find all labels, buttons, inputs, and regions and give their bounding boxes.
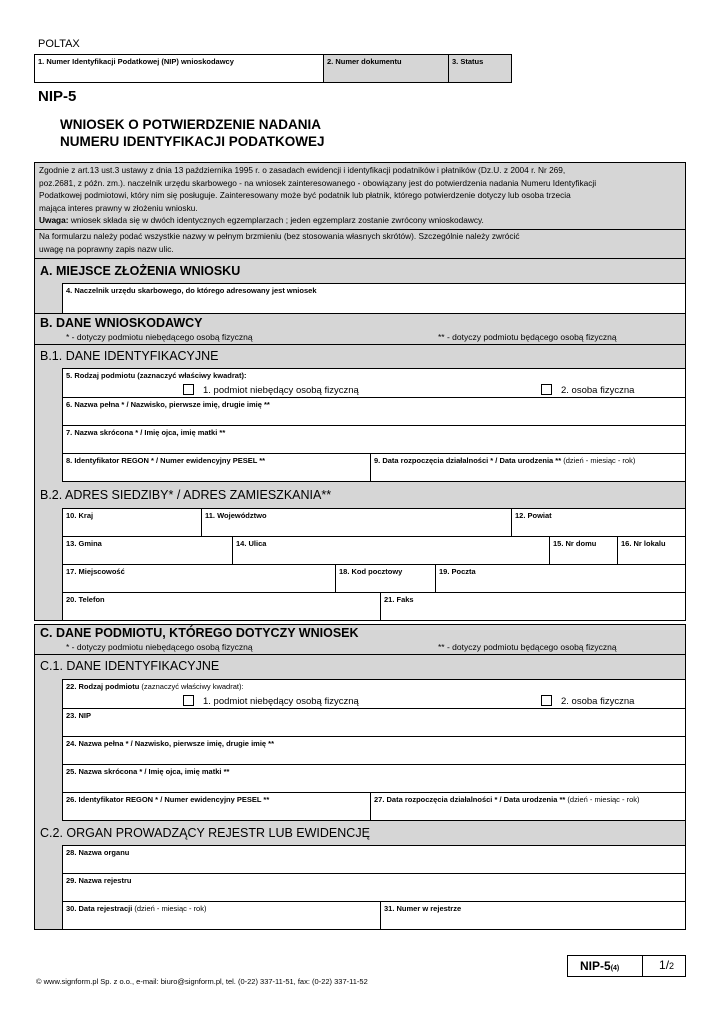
divider (34, 344, 686, 345)
field-label: 6. Nazwa pełna * / Nazwisko, pierwsze imię, drugie imię ** (66, 400, 270, 409)
option-person-label: 2. osoba fizyczna (561, 696, 635, 707)
subject-start-date-field[interactable] (370, 792, 686, 821)
subject-regon-pesel-field[interactable] (62, 792, 371, 821)
field-label: 14. Ulica (236, 539, 267, 548)
section-a-title: A. MIEJSCE ZŁOŻENIA WNIOSKU (40, 264, 241, 278)
instruction-line: uwagę na poprawny zapis nazw ulic. (39, 243, 174, 254)
field-label-text: 9. Data rozpoczęcia działalności * / Data urodzenia ** (374, 456, 562, 465)
document-number-field (323, 54, 449, 83)
register-name-field[interactable] (62, 873, 686, 902)
field-label: 16. Nr lokalu (621, 539, 666, 548)
note-non-person: * - dotyczy podmiotu niebędącego osobą fizyczną (66, 642, 253, 652)
checkbox-non-person[interactable] (183, 695, 194, 706)
register-number-field[interactable] (380, 901, 686, 930)
start-date-field[interactable] (370, 453, 686, 482)
entity-type-field (62, 368, 686, 398)
page-number: 1/2 (659, 958, 675, 972)
field-label: 23. NIP (66, 711, 92, 720)
warning-label: Uwaga: (39, 215, 69, 226)
footer-form-version: (4) (610, 965, 620, 972)
short-name-field[interactable] (62, 425, 686, 454)
field-hint: (dzień - miesiąc - rok) (561, 456, 636, 465)
field-label: 8. Identyfikator REGON * / Numer ewidencyjny PESEL ** (66, 456, 266, 465)
form-title-line2: NUMERU IDENTYFIKACJI PODATKOWEJ (60, 134, 325, 149)
subject-entity-type-field (62, 679, 686, 709)
municipality-field[interactable] (62, 536, 233, 565)
copyright-notice: © www.signform.pl Sp. z o.o., e-mail: biuro@signform.pl, tel. (0-22) 337-11-51, fax: (0-22) 337-11-52 (36, 977, 368, 986)
field-label: 2. Numer dokumentu (327, 57, 402, 66)
divider (34, 654, 686, 655)
field-label (374, 795, 640, 804)
field-label: 31. Numer w rejestrze (384, 904, 462, 913)
voivodeship-field[interactable] (201, 508, 512, 537)
field-label-text: 27. Data rozpoczęcia działalności * / Data urodzenia ** (374, 795, 566, 804)
full-name-field[interactable] (62, 397, 686, 426)
field-label: 21. Faks (384, 595, 414, 604)
tax-office-field[interactable] (62, 283, 686, 314)
field-hint: (zaznaczyć właściwy kwadrat): (139, 682, 244, 691)
field-label-text: 22. Rodzaj podmiotu (66, 682, 140, 691)
subject-nip-field[interactable] (62, 708, 686, 737)
note-non-person: * - dotyczy podmiotu niebędącego osobą fizyczną (66, 332, 253, 342)
field-label: 11. Województwo (205, 511, 267, 520)
section-c-title: C. DANE PODMIOTU, KTÓREGO DOTYCZY WNIOSEK (40, 626, 359, 640)
section-b-title: B. DANE WNIOSKODAWCY (40, 316, 203, 330)
legal-basis-line: Zgodnie z art.13 ust.3 ustawy z dnia 13 października 1995 r. o zasadach ewidencji i identyfikacji podatników i płatników (Dz.U. z 2004 r. Nr 269, (39, 165, 566, 175)
apartment-number-field[interactable] (617, 536, 686, 565)
legal-basis-notice (34, 162, 686, 230)
field-label: 28. Nazwa organu (66, 848, 130, 857)
authority-name-field[interactable] (62, 845, 686, 874)
fax-field[interactable] (380, 592, 686, 621)
county-field[interactable] (511, 508, 686, 537)
field-label: 18. Kod pocztowy (339, 567, 403, 576)
field-label: 19. Poczta (439, 567, 476, 576)
field-label: 13. Gmina (66, 539, 102, 548)
option-non-person-label: 1. podmiot niebędący osobą fizyczną (203, 696, 359, 707)
field-label (66, 904, 206, 913)
note-person: ** - dotyczy podmiotu będącego osobą fizyczną (438, 642, 617, 652)
field-label: 12. Powiat (515, 511, 552, 520)
checkbox-person[interactable] (541, 384, 552, 395)
registration-date-field[interactable] (62, 901, 381, 930)
section-b2-title: B.2. ADRES SIEDZIBY* / ADRES ZAMIESZKANIA** (40, 488, 332, 502)
section-b1-title: B.1. DANE IDENTYFIKACYJNE (40, 349, 219, 363)
section-c1-title: C.1. DANE IDENTYFIKACYJNE (40, 659, 220, 673)
warning-text: wniosek składa się w dwóch identycznych egzemplarzach ; jeden egzemplarz zostanie zwrócony wnioskodawcy. (68, 215, 484, 226)
status-field (448, 54, 512, 83)
postal-code-field[interactable] (335, 564, 436, 593)
field-label (374, 456, 635, 465)
form-title (60, 116, 325, 150)
street-field[interactable] (232, 536, 550, 565)
house-number-field[interactable] (549, 536, 618, 565)
field-label: 5. Rodzaj podmiotu (zaznaczyć właściwy kwadrat): (66, 371, 247, 380)
field-label: 7. Nazwa skrócona * / Imię ojca, imię matki ** (66, 428, 226, 437)
legal-basis-line: Podatkowej podmiotowi, który nim się posługuje. Zainteresowany może być podatnik lub płatnik, którego potwierdzenie dotyczy lub osoba trzecia (39, 190, 571, 201)
nip-applicant-field[interactable] (34, 54, 324, 83)
form-code: NIP-5 (38, 88, 77, 105)
page-total: 2 (669, 961, 675, 971)
field-label: 24. Nazwa pełna * / Nazwisko, pierwsze imię, drugie imię ** (66, 739, 274, 748)
field-label: 4. Naczelnik urzędu skarbowego, do którego adresowany jest wniosek (66, 286, 317, 295)
checkbox-non-person[interactable] (183, 384, 194, 395)
country-field[interactable] (62, 508, 202, 537)
legal-basis-line: mająca interes prawny w złożeniu wniosku. (39, 202, 198, 213)
field-hint: (dzień - miesiąc - rok) (132, 904, 207, 913)
field-label (66, 682, 244, 691)
form-title-line1: WNIOSEK O POTWIERDZENIE NADANIA (60, 117, 322, 132)
regon-pesel-field[interactable] (62, 453, 371, 482)
field-label: 20. Telefon (66, 595, 105, 604)
field-label: 3. Status (452, 57, 484, 66)
field-label-text: 30. Data rejestracji (66, 904, 133, 913)
city-field[interactable] (62, 564, 336, 593)
field-label: 15. Nr domu (553, 539, 597, 548)
checkbox-person[interactable] (541, 695, 552, 706)
publisher-name: POLTAX (38, 38, 80, 50)
field-hint: (dzień - miesiąc - rok) (565, 795, 640, 804)
form-code-box (567, 955, 643, 977)
section-c2-title: C.2. ORGAN PROWADZĄCY REJESTR LUB EWIDENCJĘ (40, 826, 370, 840)
subject-full-name-field[interactable] (62, 736, 686, 765)
field-label: 29. Nazwa rejestru (66, 876, 132, 885)
post-office-field[interactable] (435, 564, 686, 593)
field-label: 17. Miejscowość (66, 567, 125, 576)
filling-instructions (34, 229, 686, 259)
field-label: 10. Kraj (66, 511, 94, 520)
footer-form-code-text: NIP-5 (580, 959, 611, 973)
legal-basis-line: poz.2681, z późn. zm.). naczelnik urzędu skarbowego - na wniosek zainteresowanego - obowiązany jest do potwierdzenia nadania Numeru Identyfikacji (39, 177, 597, 188)
option-non-person-label: 1. podmiot niebędący osobą fizyczną (203, 385, 359, 396)
instruction-line: Na formularzu należy podać wszystkie nazwy w pełnym brzmieniu (bez stosowania własnych skrótów). Szczególnie należy zwrócić (39, 231, 520, 241)
footer-form-code (580, 959, 619, 973)
subject-short-name-field[interactable] (62, 764, 686, 793)
field-label: 26. Identyfikator REGON * / Numer ewidencyjny PESEL ** (66, 795, 270, 804)
page-current: 1 (659, 958, 666, 972)
phone-field[interactable] (62, 592, 381, 621)
field-label: 1. Numer Identyfikacji Podatkowej (NIP) wnioskodawcy (38, 57, 234, 66)
page-number-box (642, 955, 686, 977)
field-label: 25. Nazwa skrócona * / Imię ojca, imię matki ** (66, 767, 230, 776)
option-person-label: 2. osoba fizyczna (561, 385, 635, 396)
warning-line (39, 214, 681, 227)
note-person: ** - dotyczy podmiotu będącego osobą fizyczną (438, 332, 617, 342)
